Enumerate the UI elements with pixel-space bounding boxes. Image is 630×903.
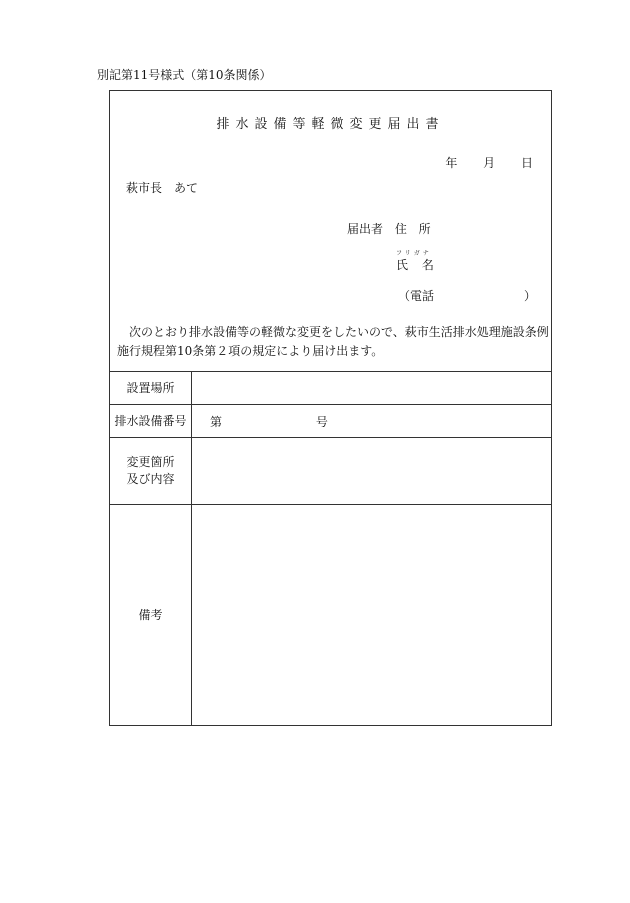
form-frame bbox=[109, 90, 552, 726]
table-row-location bbox=[110, 372, 551, 405]
furigana-label: フリガナ bbox=[396, 250, 432, 257]
form-number-label: 別記第11号様式（第10条関係） bbox=[97, 68, 272, 82]
change-details-field[interactable] bbox=[192, 438, 552, 505]
declaration-text: 次のとおり排水設備等の軽微な変更をしたいので、萩市生活排水処理施設条例施行規程第10条第２項の規定により届け出ます。 bbox=[117, 325, 549, 358]
form-table bbox=[110, 371, 551, 726]
remarks-field[interactable] bbox=[192, 505, 552, 726]
change-label-line2: 及び内容 bbox=[126, 472, 175, 486]
addressee: 萩市長 あて bbox=[126, 181, 199, 195]
location-field[interactable] bbox=[192, 372, 552, 405]
drainage-number-label: 排水設備番号 bbox=[110, 405, 192, 438]
change-details-label bbox=[110, 438, 192, 505]
table-row-change bbox=[110, 438, 551, 505]
date-line[interactable]: 年 月 日 bbox=[445, 156, 533, 170]
change-label-line1: 変更箇所 bbox=[126, 455, 175, 469]
phone-label: （電話 bbox=[398, 289, 435, 303]
phone-close-paren: ） bbox=[524, 289, 537, 303]
table-row-number bbox=[110, 405, 551, 438]
form-title: 排水設備等軽微変更届出書 bbox=[216, 117, 445, 132]
table-row-remarks bbox=[110, 505, 551, 726]
location-label: 設置場所 bbox=[110, 372, 192, 405]
submitter-name-label: 氏 名 bbox=[396, 258, 434, 272]
remarks-label: 備考 bbox=[110, 505, 192, 726]
submitter-address-label: 届出者 住 所 bbox=[347, 222, 431, 236]
drainage-number-field[interactable]: 第 号 bbox=[192, 405, 552, 438]
